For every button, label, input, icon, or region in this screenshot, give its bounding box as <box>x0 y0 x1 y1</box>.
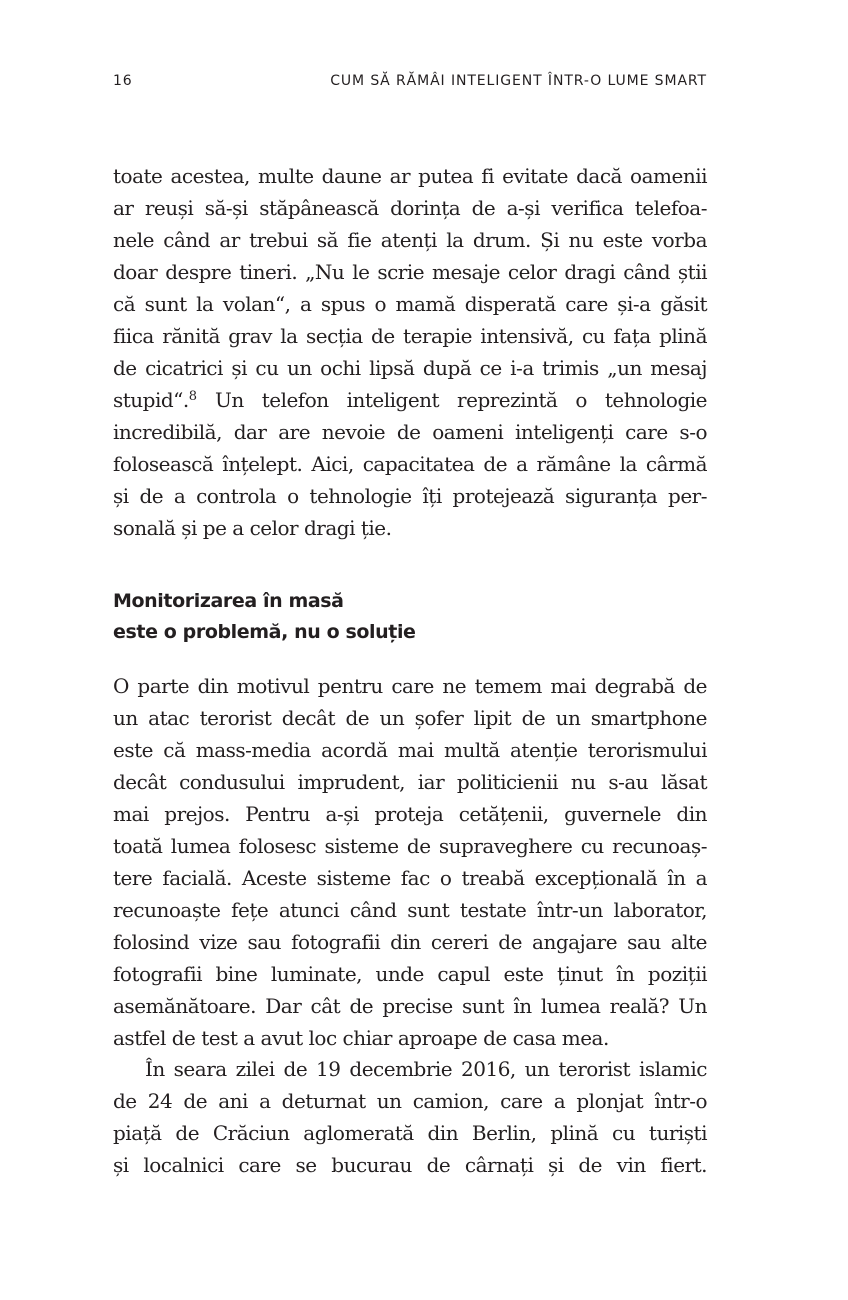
paragraph-line: decât condusului imprudent, iar politicienii nu s-au lăsat <box>113 770 707 794</box>
paragraph-line: toată lumea folosesc sisteme de supraveghere cu recunoaș- <box>113 834 707 858</box>
paragraph-line: recunoaște fețe atunci când sunt testate într-un laborator, <box>113 898 707 922</box>
paragraph-line: ar reuși să-și stăpânească dorința de a-și verifica telefoa- <box>113 196 707 220</box>
section-heading <box>113 586 707 648</box>
paragraph-line: O parte din motivul pentru care ne temem mai degrabă de <box>113 674 707 698</box>
paragraph-line: folosind vize sau fotografii din cereri de angajare sau alte <box>113 930 707 954</box>
paragraph-line: și localnici care se bucurau de cârnați și de vin fiert. <box>113 1153 707 1177</box>
paragraph <box>113 1053 707 1181</box>
paragraph <box>113 160 707 544</box>
paragraph-line: nele când ar trebui să fie atenți la drum. Și nu este vorba <box>113 228 707 252</box>
paragraph-line: sonală și pe a celor dragi ție. <box>113 516 392 540</box>
paragraph-line: fiica rănită grav la secția de terapie intensivă, cu fața plină <box>113 324 707 348</box>
paragraph-line: astfel de test a avut loc chiar aproape de casa mea. <box>113 1026 609 1050</box>
paragraph-line: piață de Crăciun aglomerată din Berlin, plină cu turiști <box>113 1121 707 1145</box>
paragraph-line: folosească înțelept. Aici, capacitatea de a rămâne la cârmă <box>113 452 707 476</box>
paragraph-line: că sunt la volan“, a spus o mamă disperată care și-a găsit <box>113 292 707 316</box>
book-title: CUM SĂ RĂMÂI INTELIGENT ÎNTR-O LUME SMART <box>330 73 707 89</box>
paragraph-line: asemănătoare. Dar cât de precise sunt în lumea reală? Un <box>113 994 707 1018</box>
paragraph-line: mai prejos. Pentru a-și proteja cetățenii, guvernele din <box>113 802 707 826</box>
section-heading-line: Monitorizarea în masă <box>113 590 344 612</box>
paragraph-line: toate acestea, multe daune ar putea fi evitate dacă oamenii <box>113 164 707 188</box>
line-rest-text: Un telefon inteligent reprezintă o tehnologie <box>215 388 708 412</box>
section-heading-line: este o problemă, nu o soluție <box>113 621 416 643</box>
paragraph-line: și de a controla o tehnologie îți protejează siguranța per- <box>113 484 707 508</box>
line-start-text: stupid“. <box>113 388 189 412</box>
paragraph-line: tere facială. Aceste sisteme fac o treabă excepțională în a <box>113 866 707 890</box>
running-head <box>113 73 707 95</box>
paragraph <box>113 670 707 1054</box>
footnote-reference[interactable]: 8 <box>188 389 198 404</box>
page-number: 16 <box>113 73 133 89</box>
paragraph-line: de cicatrici și cu un ochi lipsă după ce i-a trimis „un mesaj <box>113 356 707 380</box>
paragraph-line: este că mass-media acordă mai multă atenție terorismului <box>113 738 707 762</box>
paragraph-line-with-footnote <box>113 384 707 416</box>
paragraph-line: incredibilă, dar are nevoie de oameni inteligenți care s-o <box>113 420 707 444</box>
paragraph-line: un atac terorist decât de un șofer lipit de un smartphone <box>113 706 707 730</box>
paragraph-line: doar despre tineri. „Nu le scrie mesaje celor dragi când știi <box>113 260 707 284</box>
paragraph-line: În seara zilei de 19 decembrie 2016, un terorist islamic <box>145 1057 707 1081</box>
paragraph-line: fotografii bine luminate, unde capul este ținut în poziții <box>113 962 707 986</box>
paragraph-line: de 24 de ani a deturnat un camion, care a plonjat într-o <box>113 1089 707 1113</box>
